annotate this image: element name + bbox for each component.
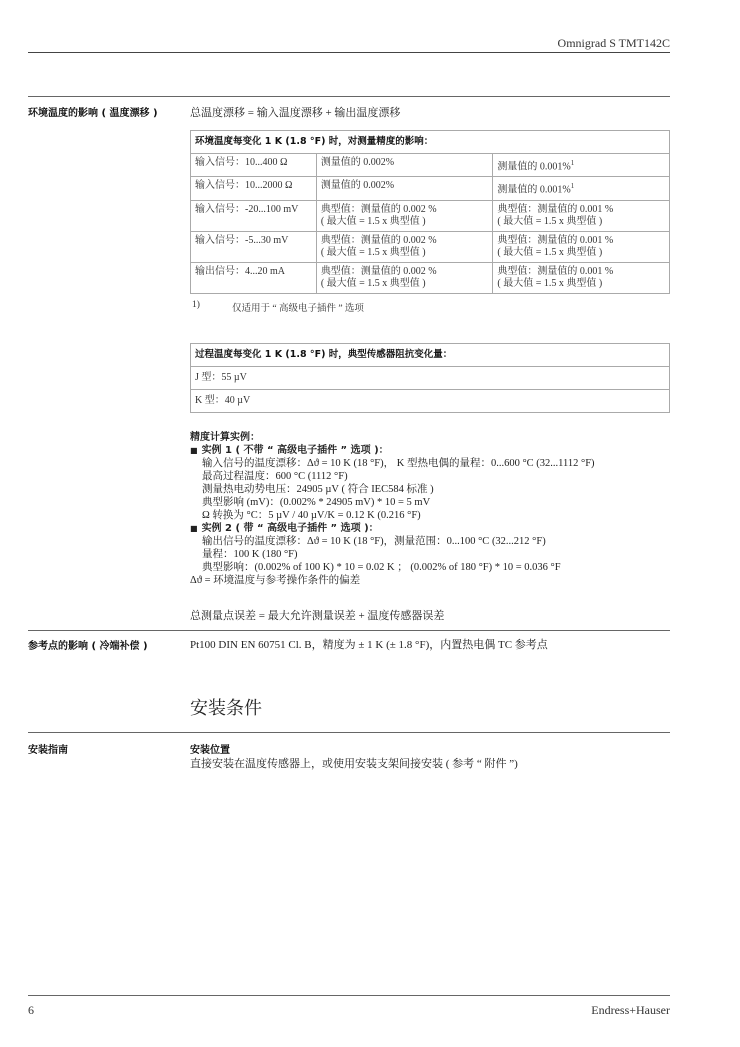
footer-rule xyxy=(28,995,670,996)
footnote-ref: 1 xyxy=(570,182,575,191)
table-cell: 输入信号：10...2000 Ω xyxy=(191,177,317,200)
table-row xyxy=(191,200,670,231)
example-line: 测量热电动势电压：24905 µV ( 符合 IEC584 标准 ) xyxy=(202,484,434,495)
table-cell: 测量值的 0.002% xyxy=(316,177,493,200)
example-1-title: ■ 实例 1 ( 不带 “ 高级电子插件 ” 选项 )： xyxy=(190,445,389,456)
brand-name: Endress+Hauser xyxy=(591,1003,670,1017)
table-row xyxy=(191,177,670,200)
ambient-influence-label: 环境温度的影响 ( 温度漂移 ) xyxy=(28,108,158,119)
example-line: 最高过程温度：600 °C (1112 °F) xyxy=(202,471,348,482)
table-cell: 测量值的 0.001%$^1$ xyxy=(493,154,670,177)
total-drift-formula: 总温度漂移 = 输入温度漂移 + 输出温度漂移 xyxy=(190,107,401,119)
table-cell: 输入信号：-5...30 mV xyxy=(191,231,317,262)
table-cell: 典型值：测量值的 0.002 % ( 最大值 = 1.5 x 典型值 ) xyxy=(316,200,493,231)
footnote-text: 仅适用于 “ 高级电子插件 ” 选项 xyxy=(232,304,364,314)
table-header: 环境温度每变化 1 K (1.8 °F) 时，对测量精度的影响： xyxy=(191,131,670,154)
table-cell: 测量值的 0.002% xyxy=(316,154,493,177)
bullet-icon: ■ xyxy=(190,524,198,533)
delta-note: Δϑ = 环境温度与参考操作条件的偏差 xyxy=(190,575,361,586)
installation-guide-label: 安装指南 xyxy=(28,745,68,756)
example-2-title: ■ 实例 2 ( 带 “ 高级电子插件 ” 选项 )： xyxy=(190,523,379,534)
section-divider xyxy=(28,732,670,733)
section-divider xyxy=(28,630,670,631)
table-cell: 典型值：测量值的 0.001 % ( 最大值 = 1.5 x 典型值 ) xyxy=(493,200,670,231)
table-cell: J 型：55 µV xyxy=(191,367,670,390)
example-title: 精度计算实例： xyxy=(190,432,260,443)
example-line: 输出信号的温度漂移：Δϑ = 10 K (18 °F)，测量范围：0...100 °C (32...212 °F) xyxy=(202,536,546,547)
section-divider xyxy=(28,96,670,97)
table-cell: 输出信号：4...20 mA xyxy=(191,262,317,293)
page-number: 6 xyxy=(28,1003,34,1017)
table-cell: K 型：40 µV xyxy=(191,390,670,413)
table-row xyxy=(191,231,670,262)
table-cell: 输入信号：10...400 Ω xyxy=(191,154,317,177)
reference-point-label: 参考点的影响 ( 冷端补偿 ) xyxy=(28,641,148,652)
document-title: Omnigrad S TMT142C xyxy=(557,36,670,50)
footnote-number: 1) xyxy=(192,300,200,310)
table-row xyxy=(191,154,670,177)
accuracy-example xyxy=(190,431,670,587)
bullet-icon: ■ xyxy=(190,446,198,455)
table-header: 过程温度每变化 1 K (1.8 °F) 时，典型传感器阻抗变化量： xyxy=(191,344,670,367)
table-cell: 测量值的 0.001%$^1$ xyxy=(493,177,670,200)
reference-point-text: Pt100 DIN EN 60751 Cl. B，精度为 ± 1 K (± 1.8 °F)，内置热电偶 TC 参考点 xyxy=(190,639,548,651)
table-row xyxy=(191,262,670,293)
table-cell: 典型值：测量值的 0.002 % ( 最大值 = 1.5 x 典型值 ) xyxy=(316,262,493,293)
ambient-accuracy-table xyxy=(190,130,670,294)
example-line: 输入信号的温度漂移：Δϑ = 10 K (18 °F)， K 型热电偶的量程：0...600 °C (32...1112 °F) xyxy=(202,458,595,469)
table-cell: 典型值：测量值的 0.002 % ( 最大值 = 1.5 x 典型值 ) xyxy=(316,231,493,262)
installation-position-text: 直接安装在温度传感器上，或使用安装支架间接安装 ( 参考 “ 附件 ”) xyxy=(190,758,518,770)
example-line: 量程：100 K (180 °F) xyxy=(202,549,298,560)
header-rule xyxy=(28,52,670,53)
section-title: 安装条件 xyxy=(190,698,262,719)
table-cell: 输入信号：-20...100 mV xyxy=(191,200,317,231)
installation-position-title: 安装位置 xyxy=(190,745,230,756)
table-cell: 典型值：测量值的 0.001 % ( 最大值 = 1.5 x 典型值 ) xyxy=(493,231,670,262)
footnote-ref: 1 xyxy=(570,159,575,167)
table-row xyxy=(191,390,670,413)
sensor-impedance-table xyxy=(190,343,670,413)
table-row xyxy=(191,367,670,390)
example-line: Ω 转换为 °C：5 µV / 40 µV/K = 0.12 K (0.216 °F) xyxy=(202,510,421,521)
total-error-formula: 总测量点误差 = 最大允许测量误差 + 温度传感器误差 xyxy=(190,610,445,622)
example-line: 典型影响 (mV)：(0.002% * 24905 mV) * 10 = 5 mV xyxy=(202,497,431,508)
table-cell: 典型值：测量值的 0.001 % ( 最大值 = 1.5 x 典型值 ) xyxy=(493,262,670,293)
example-line: 典型影响：(0.002% of 100 K) * 10 = 0.02 K ； (0.002% of 180 °F) * 10 = 0.036 °F xyxy=(202,562,561,573)
